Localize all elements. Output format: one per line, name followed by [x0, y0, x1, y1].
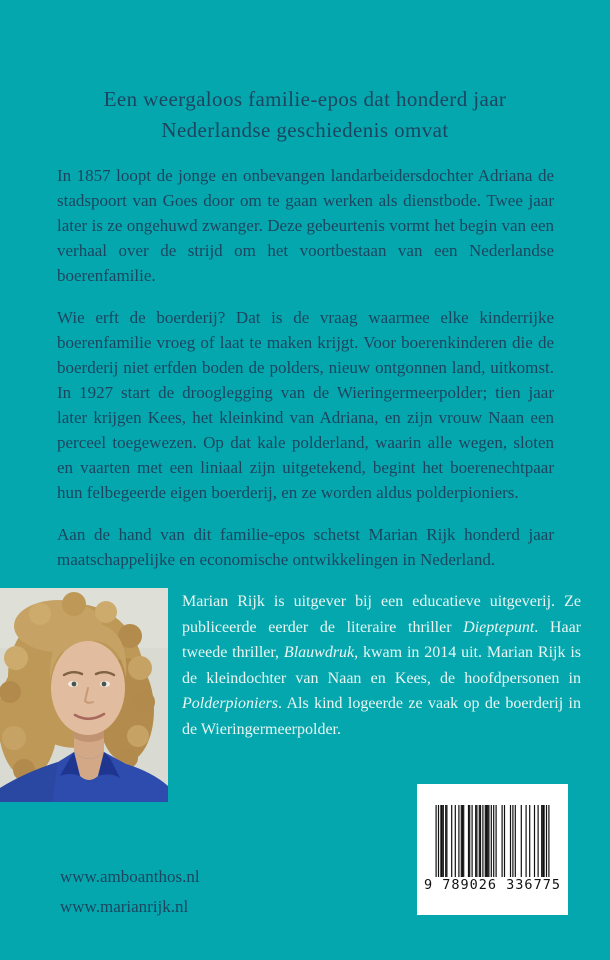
bio-text-4: . Als kind logeerde ze vaak op de boerderij in de Wieringermeerpolder.	[182, 695, 581, 738]
tagline	[0, 84, 610, 146]
book-title-blauwdruk: Blauwdruk	[283, 644, 355, 661]
author-photo	[0, 588, 168, 802]
author-bio	[182, 589, 581, 742]
barcode-number: 9 789026 336775	[424, 877, 561, 893]
book-title-dieptepunt: Dieptepunt	[463, 618, 535, 636]
website-publisher: www.amboanthos.nl	[60, 867, 200, 886]
bio-text-3: , kwam in 2014 uit. Marian Rijk is de kleindochter van Naan en Kees, de hoofdpersonen in	[182, 644, 582, 687]
synopsis-paragraph-1: In 1857 loopt de jonge en onbevangen landarbeidersdochter Adriana de stadspoort van Goes door om te gaan werken als dienstbode. Twee jaar later is ze ongehuwd zwanger. Deze gebeurtenis vormt het begin van een verhaal over de strijd om het voortbestaan van een Nederlandse boerenfamilie.	[57, 166, 554, 285]
synopsis-paragraph-2: Wie erft de boerderij? Dat is de vraag waarmee elke kinderrijke boerenfamilie vroeg of laat te maken krijgt. Voor boerenkinderen die de boerderij niet erfden boden de polders, nieuw ontgonnen land, uitkomst. In 1927 start de drooglegging van de Wieringermeerpolder; tien jaar later krijgen Kees, het kleinkind van Adriana, en zijn vrouw Naan een perceel toegewezen. Op dat kale polderland, waarin alle wegen, sloten en vaarten met een liniaal zijn uitgetekend, begint het boerenechtpaar hun felbegeerde eigen boerderij, en ze worden aldus polderpioniers.	[57, 308, 554, 502]
tagline-line-1: Een weergaloos familie-epos dat honderd jaar	[103, 87, 507, 111]
bio-text-1: Marian Rijk is uitgever bij een educatieve uitgeverij. Ze publiceerde eerder de literaire thriller	[182, 593, 581, 636]
websites	[60, 862, 200, 922]
bio-text-2: . Haar tweede thriller,	[182, 618, 581, 661]
synopsis	[57, 163, 554, 589]
book-title-polderpioniers: Polderpioniers	[182, 695, 278, 712]
barcode	[417, 784, 568, 915]
synopsis-paragraph-3: Aan de hand van dit familie-epos schetst Marian Rijk honderd jaar maatschappelijke en economische ontwikkelingen in Nederland.	[57, 525, 554, 569]
website-author: www.marianrijk.nl	[60, 897, 189, 916]
tagline-line-2: Nederlandse geschiedenis omvat	[161, 118, 449, 142]
